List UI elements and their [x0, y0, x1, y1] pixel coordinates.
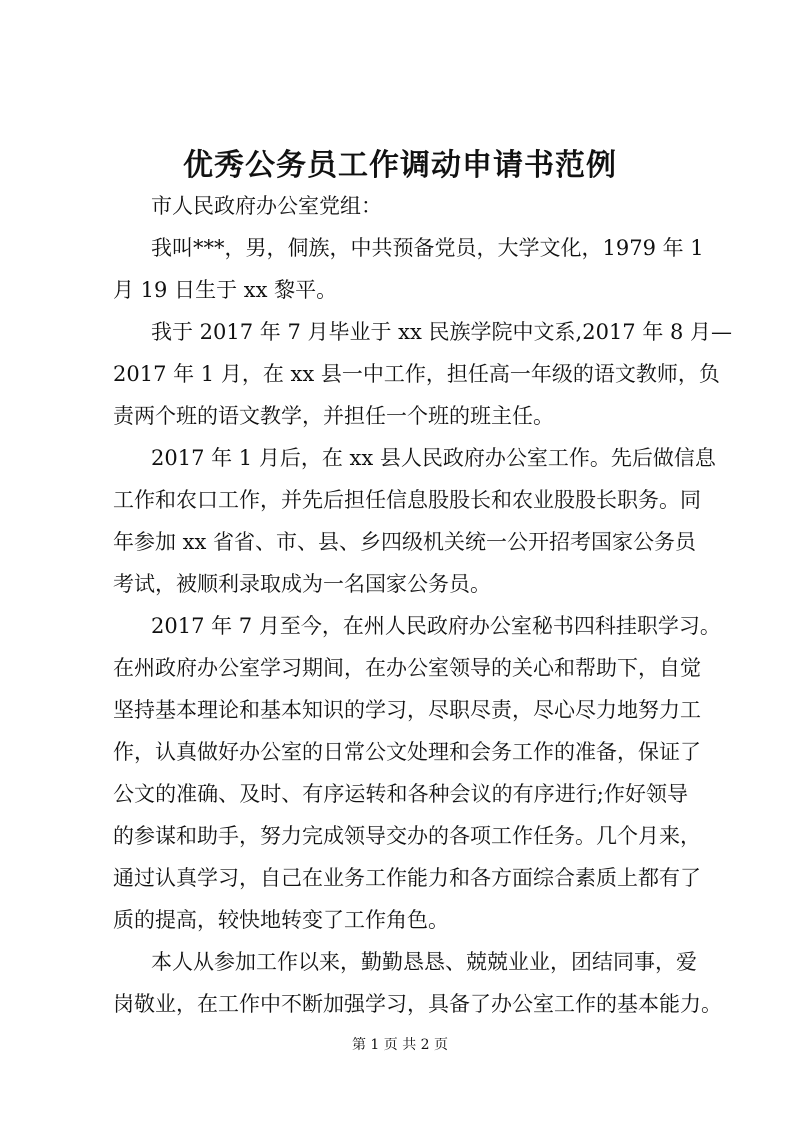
paragraph-line: 考试，被顺利录取成为一名国家公务员。 [113, 572, 491, 596]
paragraph-line: 2017 年 7 月至今，在州人民政府办公室秘书四科挂职学习。 [151, 614, 721, 638]
paragraph-line: 我于 2017 年 7 月毕业于 xx 民族学院中文系,2017 年 8 月— [151, 320, 733, 344]
paragraph-line: 责两个班的语文教学，并担任一个班的班主任。 [113, 404, 554, 428]
salutation-line: 市人民政府办公室党组： [151, 194, 382, 218]
paragraph-line: 质的提高，较快地转变了工作角色。 [113, 908, 449, 932]
paragraph-line: 我叫***，男，侗族，中共预备党员，大学文化，1979 年 1 [151, 236, 704, 260]
page-title: 优秀公务员工作调动申请书范例 [183, 148, 617, 183]
paragraph-line: 本人从参加工作以来，勤勤恳恳、兢兢业业，团结同事，爱 [151, 950, 697, 974]
page-footer: 第 1 页 共 2 页 [351, 1037, 449, 1053]
paragraph-line: 在州政府办公室学习期间，在办公室领导的关心和帮助下，自觉 [113, 656, 701, 680]
paragraph-line: 岗敬业，在工作中不断加强学习，具备了办公室工作的基本能力。 [113, 992, 722, 1016]
document-body [113, 185, 733, 1025]
paragraph-line: 作，认真做好办公室的日常公文处理和会务工作的准备，保证了 [113, 740, 701, 764]
paragraph-line: 的参谋和助手，努力完成领导交办的各项工作任务。几个月来， [113, 824, 701, 848]
paragraph-line: 2017 年 1 月，在 xx 县一中工作，担任高一年级的语文教师，负 [113, 362, 720, 386]
paragraph-line: 月 19 日生于 xx 黎平。 [113, 278, 338, 302]
paragraph-line: 2017 年 1 月后，在 xx 县人民政府办公室工作。先后做信息 [151, 446, 716, 470]
paragraph-line: 工作和农口工作，并先后担任信息股股长和农业股股长职务。同 [113, 488, 701, 512]
paragraph-line: 年参加 xx 省省、市、县、乡四级机关统一公开招考国家公务员 [113, 530, 697, 554]
paragraph-line: 通过认真学习，自己在业务工作能力和各方面综合素质上都有了 [113, 866, 701, 890]
paragraph-line: 公文的准确、及时、有序运转和各种会议的有序进行;作好领导 [113, 782, 688, 806]
paragraph-line: 坚持基本理论和基本知识的学习，尽职尽责，尽心尽力地努力工 [113, 698, 701, 722]
